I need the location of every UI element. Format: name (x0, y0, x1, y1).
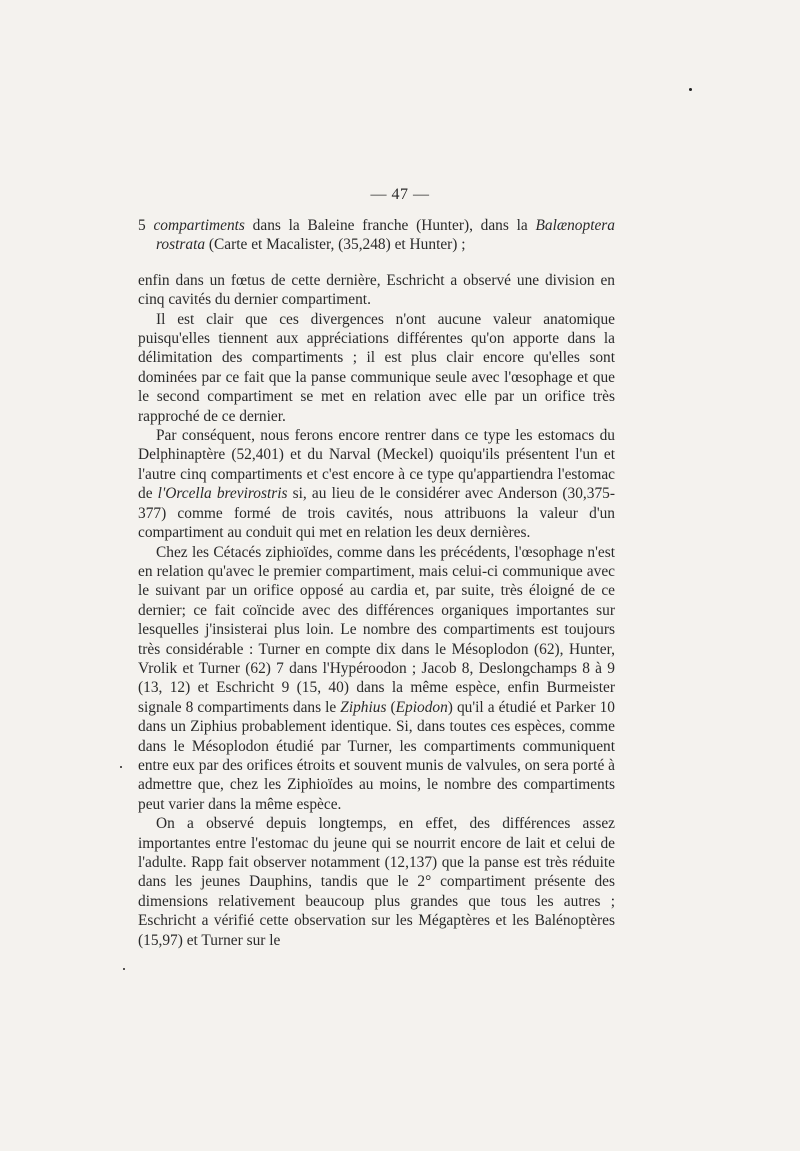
page-number: — 47 — (370, 186, 430, 203)
ink-speck (120, 766, 122, 768)
body-text (138, 216, 615, 950)
paragraph (138, 814, 615, 950)
text-run: Chez les Cétacés ziphioïdes, comme dans les précédents, l'œsophage n'est en relation qu'avec le premier compartiment, mais celui-ci communique avec le suivant par un orifice opposé au cardia et, par suite, très éloigné de ce dernier; ce fait coïncide avec des différences organiques importantes sur lesquelles j'insisterai plus loin. Le nombre des compartiments est toujours très considérable : Turner en compte dix dans le Mésoplodon (62), Hunter, Vrolik et Turner (62) 7 dans l'Hypéroodon ; Jacob 8, Deslongchamps 8 à 9 (13, 12) et Eschricht 9 (15, 40) dans la même espèce, enfin Burmeister signale 8 compartiments dans le (138, 543, 615, 716)
paragraph (138, 543, 615, 815)
text-run: ) qu'il a étudié et Parker 10 dans un Ziphius probablement identique. Si, dans toutes ces espèces, comme dans le Mésoplodon étudié par Turner, les compartiments communiquent entre eux par des orifices étroits et souvent munis de valvules, on sera porté à admettre que, chez les Ziphioïdes au moins, le nombre des compartiments peut varier dans la même espèce. (138, 698, 615, 813)
text-run: enfin dans un fœtus de cette dernière, Eschricht a observé une division en cinq cavités du dernier compartiment. (138, 271, 615, 309)
italic-text: Ziphius (340, 698, 387, 716)
ink-speck (123, 968, 125, 970)
paragraph (138, 310, 615, 426)
italic-text: l'Orcella brevirostris (157, 485, 288, 503)
paragraph (138, 216, 615, 255)
text-run: On a observé depuis longtemps, en effet, des différences assez importantes entre l'estomac du jeune qui se nourrit encore de lait et celui de l'adulte. Rapp fait observer notamment (12,137) que la panse est très réduite dans les jeunes Dauphins, tandis que le 2° compartiment présente des dimensions relativement beaucoup plus grandes que tous les autres ; Eschricht a vérifié cette observation sur les Mégaptères et les Balénoptères (15,97) et Turner sur le (138, 815, 615, 949)
paragraph (138, 271, 615, 310)
italic-text: compartiments (153, 217, 245, 234)
text-run: ( (386, 698, 396, 716)
italic-text: Epiodon (395, 698, 448, 716)
text-run: 5 (138, 217, 154, 234)
text-run: dans la Baleine franche (Hunter), dans la (244, 217, 536, 234)
text-run: (Carte et Macalister, (35,248) et Hunter) ; (205, 236, 466, 254)
text-run: Il est clair que ces divergences n'ont aucune valeur anatomique puisqu'elles tiennent aux appréciations différentes qu'on apporte dans la délimitation des compartiments ; il est plus clair encore qu'elles sont dominées par ce fait que la panse communique seule avec l'œsophage et que le second compartiment se met en relation avec elle par un orifice très rapproché de ce dernier. (138, 310, 615, 425)
paragraph-gap (138, 255, 615, 271)
paragraph (138, 426, 615, 542)
text-run: si, au lieu de le considérer avec Anderson (30,375-377) comme formé de trois cavités, nous attribuons la valeur d'un compartiment au conduit qui met en relation les deux dernières. (138, 485, 615, 542)
italic-text: Balænoptera rostrata (156, 217, 615, 254)
text-run: Par conséquent, nous ferons encore rentrer dans ce type les estomacs du Delphinaptère (52,401) et du Narval (Meckel) quoiqu'ils présentent l'un et l'autre cinq compartiments et c'est encore à ce type qu'appartiendra l'estomac de (138, 427, 615, 503)
ink-speck (689, 88, 692, 91)
